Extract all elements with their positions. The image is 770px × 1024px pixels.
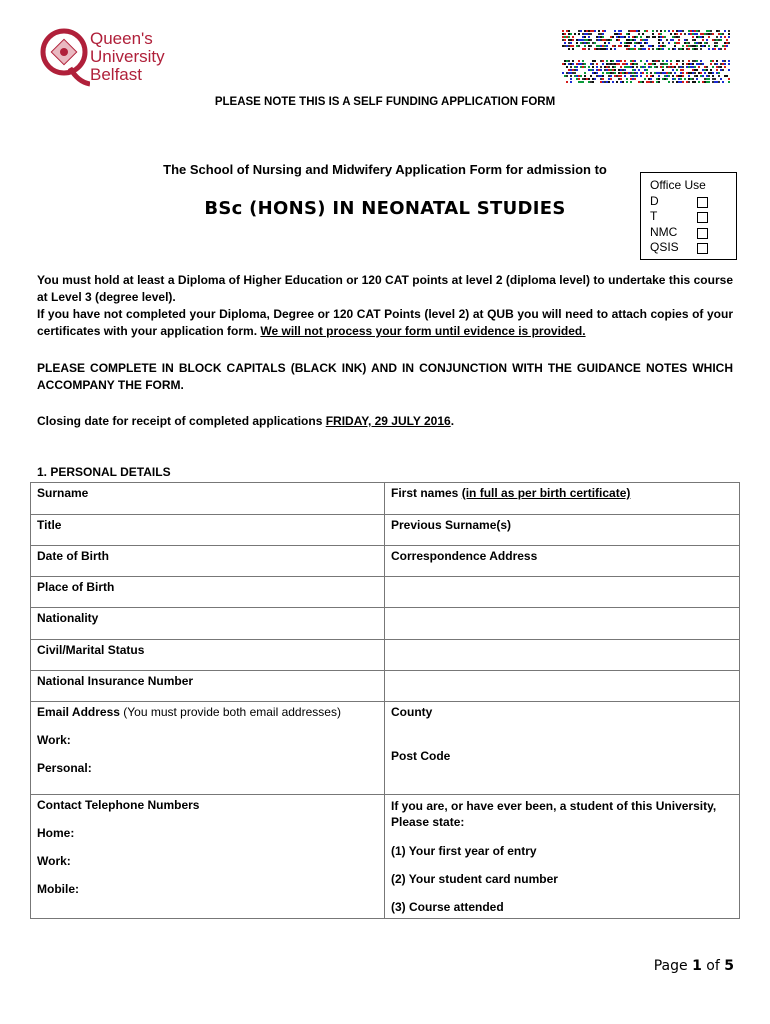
email-field[interactable] xyxy=(31,702,385,795)
place-of-birth-field[interactable] xyxy=(31,577,385,608)
surname-label: Surname xyxy=(37,486,89,500)
page-number xyxy=(654,958,734,974)
office-use-label: T xyxy=(650,209,658,223)
county-label: County xyxy=(391,705,433,719)
civil-status-field[interactable] xyxy=(31,640,385,671)
requirement-2 xyxy=(37,306,733,340)
first-names-note: (in full as per birth certificate) xyxy=(461,486,631,500)
current-page: 1 xyxy=(692,958,702,974)
requirement-2-text: If you have not completed your Diploma, Degree or 120 CAT Points (level 2) at QUB you will need to attach copies of your certificates with your application form. xyxy=(37,307,733,338)
email-work-label: Work: xyxy=(37,733,71,747)
phone-mobile-label: Mobile: xyxy=(37,882,79,896)
phone-home-label: Home: xyxy=(37,826,75,840)
previous-surname-field[interactable] xyxy=(385,515,740,546)
place-of-birth-label: Place of Birth xyxy=(37,580,115,594)
page-word: Page xyxy=(653,958,688,974)
office-use-row-t xyxy=(650,209,736,225)
previous-surname-label: Previous Surname(s) xyxy=(391,518,512,532)
personal-details-table xyxy=(30,482,740,919)
student-card-number: (2) Your student card number xyxy=(391,872,558,886)
correspondence-address-field[interactable] xyxy=(385,546,740,577)
checkbox-nmc[interactable] xyxy=(697,228,708,239)
address-line-4[interactable] xyxy=(385,671,740,702)
email-personal-label: Personal: xyxy=(37,761,92,775)
crest-icon xyxy=(40,26,90,88)
dob-label: Date of Birth xyxy=(37,549,109,563)
title-label: Title xyxy=(37,518,62,532)
student-history-field[interactable] xyxy=(385,795,740,919)
office-use-row-d xyxy=(650,194,736,210)
address-line-1[interactable] xyxy=(385,577,740,608)
ni-number-field[interactable] xyxy=(31,671,385,702)
correspondence-label: Correspondence Address xyxy=(391,549,538,563)
office-use-label: QSIS xyxy=(650,240,679,254)
ni-number-label: National Insurance Number xyxy=(37,674,194,688)
first-names-label: First names xyxy=(391,486,459,500)
email-note: (You must provide both email addresses) xyxy=(123,705,341,719)
title-field[interactable] xyxy=(31,515,385,546)
block-capitals-instruction: PLEASE COMPLETE IN BLOCK CAPITALS (BLACK INK) AND IN CONJUNCTION WITH THE GUIDANCE NOTES WHICH ACCOMPANY THE FORM. xyxy=(37,361,733,392)
phone-label: Contact Telephone Numbers xyxy=(37,798,200,812)
checkbox-d[interactable] xyxy=(697,197,708,208)
closing-date: FRIDAY, 29 JULY 2016 xyxy=(325,414,451,428)
self-funding-notice: PLEASE NOTE THIS IS A SELF FUNDING APPLICATION FORM xyxy=(214,96,556,108)
phone-work-label: Work: xyxy=(37,854,71,868)
university-logo xyxy=(40,26,230,88)
of-word: of xyxy=(706,958,720,974)
evidence-warning: We will not process your form until evidence is provided. xyxy=(260,324,586,338)
checkbox-qsis[interactable] xyxy=(697,243,708,254)
closing-date-prefix: Closing date for receipt of completed applications xyxy=(37,414,323,428)
section-title-personal-details: 1. PERSONAL DETAILS xyxy=(37,465,171,479)
closing-date-line xyxy=(37,413,733,430)
first-names-field[interactable] xyxy=(385,483,740,515)
nationality-label: Nationality xyxy=(37,611,99,625)
requirements-paragraph xyxy=(37,272,733,340)
course-title: BSc (HONS) IN NEONATAL STUDIES xyxy=(204,198,566,219)
intro-text: The School of Nursing and Midwifery Application Form for admission to xyxy=(163,162,607,177)
office-use-row-qsis xyxy=(650,240,736,256)
student-question: If you are, or have ever been, a student of this University, Please state: xyxy=(391,799,717,829)
post-code-label: Post Code xyxy=(391,749,451,763)
student-first-year: (1) Your first year of entry xyxy=(391,844,537,858)
address-line-2[interactable] xyxy=(385,608,740,640)
office-use-label: D xyxy=(650,193,659,208)
contact-phone-field[interactable] xyxy=(31,795,385,919)
nationality-field[interactable] xyxy=(31,608,385,640)
office-use-label: NMC xyxy=(650,224,678,239)
surname-field[interactable] xyxy=(31,483,385,515)
barcode-graphic xyxy=(562,28,730,86)
logo-line-2: Belfast xyxy=(90,65,142,84)
dob-field[interactable] xyxy=(31,546,385,577)
office-use-box xyxy=(640,172,737,260)
total-pages: 5 xyxy=(724,958,734,974)
office-use-row-nmc xyxy=(650,225,736,241)
civil-status-label: Civil/Marital Status xyxy=(37,643,145,657)
checkbox-t[interactable] xyxy=(697,212,708,223)
requirement-1: You must hold at least a Diploma of Higher Education or 120 CAT points at level 2 (diploma level) to undertake this course at Level 3 (degree level). xyxy=(37,273,733,304)
county-postcode-field[interactable] xyxy=(385,702,740,795)
email-label: Email Address xyxy=(37,705,120,719)
address-line-3[interactable] xyxy=(385,640,740,671)
logo-line-1: Queen's University xyxy=(90,29,165,66)
student-course-attended: (3) Course attended xyxy=(391,900,504,914)
office-use-title: Office Use xyxy=(650,178,706,192)
closing-date-suffix: . xyxy=(450,414,455,428)
